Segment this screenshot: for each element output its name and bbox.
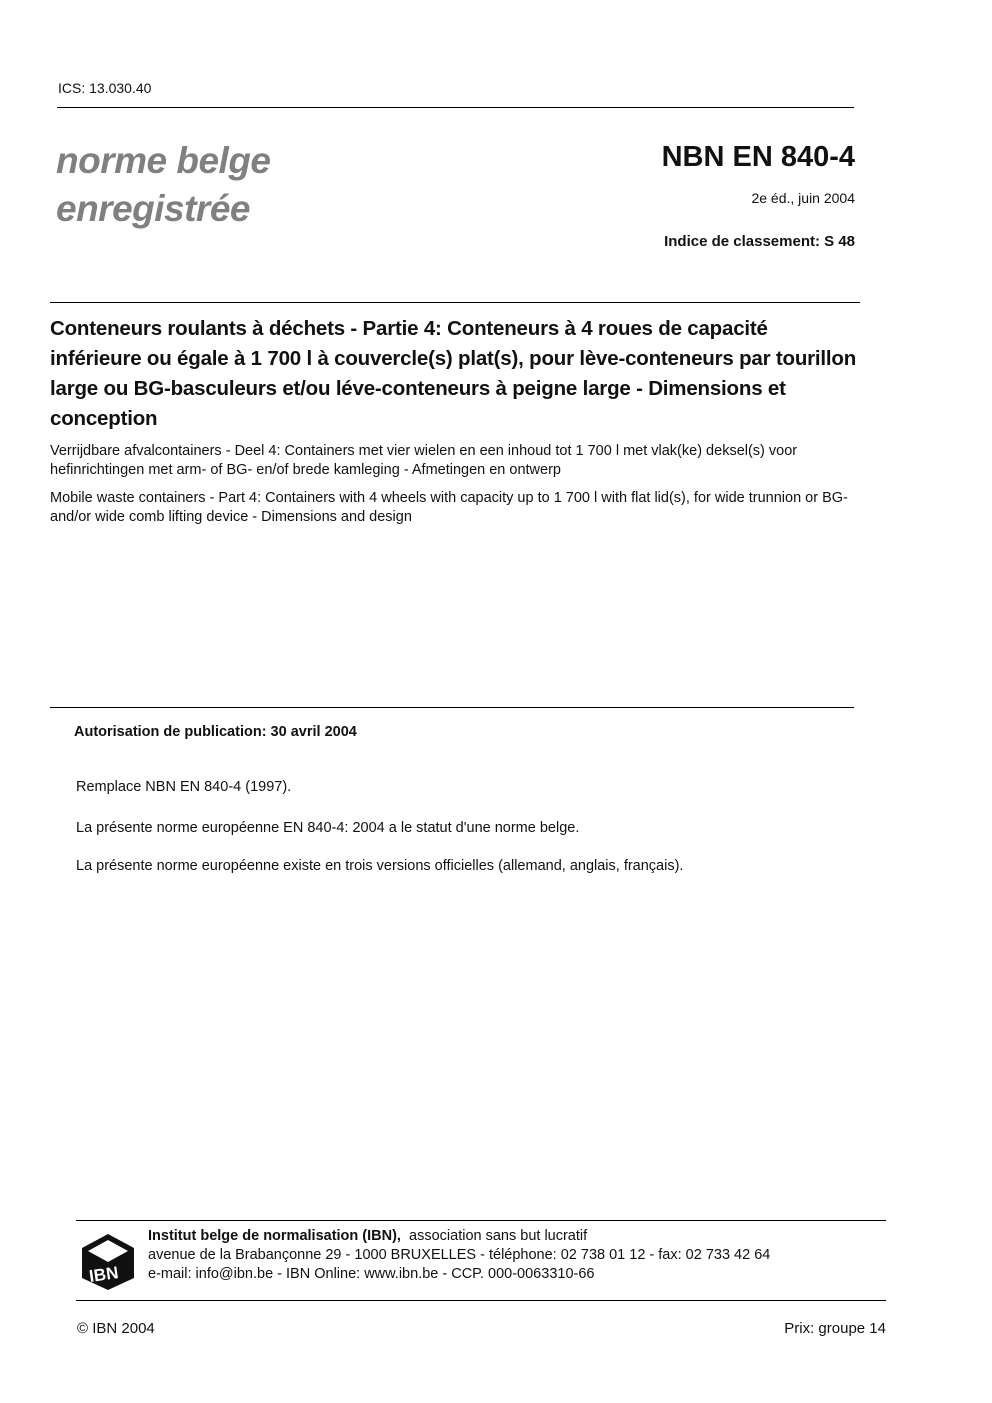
footer-top-divider [76, 1220, 886, 1221]
title-divider [50, 302, 860, 303]
status-note: La présente norme européenne EN 840-4: 2004 a le statut d'une norme belge. [76, 820, 580, 836]
institute-contact: e-mail: info@ibn.be - IBN Online: www.ibn.be - CCP. 000-0063310-66 [148, 1266, 595, 1282]
svg-text:IBN: IBN [87, 1263, 120, 1286]
title-english: Mobile waste containers - Part 4: Containers with 4 wheels with capacity up to 1 700 l with flat lid(s), for wide trunnion or BG- and/or wide comb lifting device - Dimensions and design [50, 490, 848, 525]
enregistree-label: enregistrée [56, 188, 250, 229]
copyright: © IBN 2004 [77, 1320, 155, 1337]
price-group: Prix: groupe 14 [784, 1320, 886, 1337]
institute-address: avenue de la Brabançonne 29 - 1000 BRUXELLES - téléphone: 02 738 01 12 - fax: 02 733 42 64 [148, 1247, 771, 1263]
institute-name: Institut belge de normalisation (IBN), [148, 1228, 401, 1244]
footer-bottom-divider [76, 1300, 886, 1301]
norme-belge-label: norme belge [56, 140, 271, 181]
edition-date: 2e éd., juin 2004 [751, 190, 855, 206]
versions-note: La présente norme européenne existe en trois versions officielles (allemand, anglais, français). [76, 858, 684, 874]
ics-code: ICS: 13.030.40 [58, 80, 152, 96]
document-number: NBN EN 840-4 [661, 141, 855, 173]
replaces-note: Remplace NBN EN 840-4 (1997). [76, 779, 292, 795]
footer-institute-block [148, 1227, 770, 1284]
institute-type: association sans but lucratif [409, 1228, 588, 1244]
ibn-logo-icon [80, 1232, 136, 1292]
classification-index: Indice de classement: S 48 [664, 233, 855, 250]
title-french: Conteneurs roulants à déchets - Partie 4: Conteneurs à 4 roues de capacité inférieure ou égale à 1 700 l à couvercle(s) plat(s), pour lève-conteneurs par tourillon large ou BG-basculeurs et/ou léve-conteneurs à peigne large - Dimensions et conception [50, 317, 857, 430]
publication-authorization: Autorisation de publication: 30 avril 2004 [74, 724, 357, 740]
body-divider [50, 707, 854, 708]
title-dutch: Verrijdbare afvalcontainers - Deel 4: Containers met vier wielen en een inhoud tot 1 700 l met vlak(ke) deksel(s) voor hefinrichtingen met arm- of BG- en/of brede kamleging - Afmetingen en ontwerp [50, 443, 798, 478]
header-divider [57, 107, 854, 108]
